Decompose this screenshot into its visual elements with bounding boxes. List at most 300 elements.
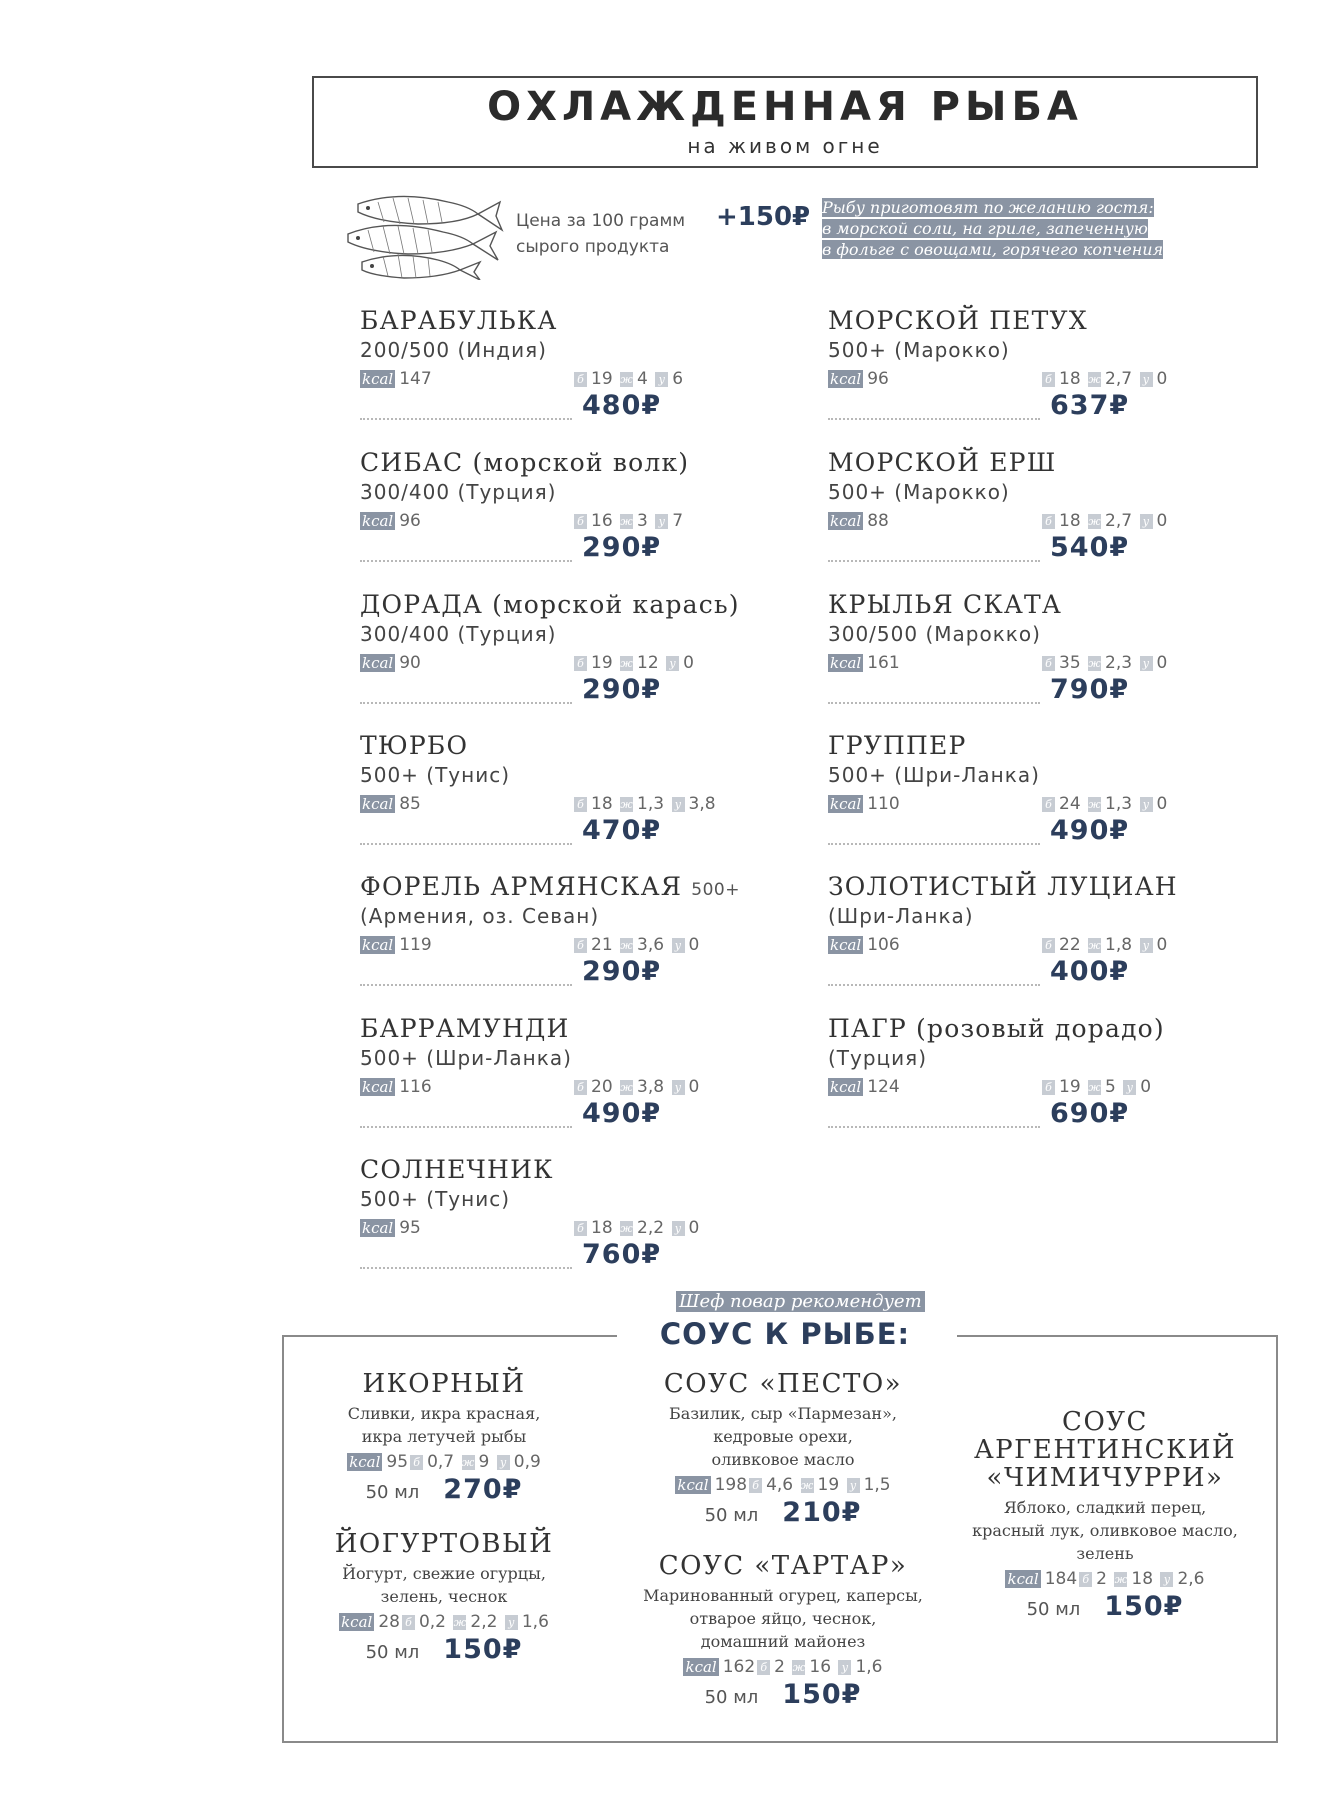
fat-tag: ж xyxy=(1114,1572,1128,1586)
fat-value: 1,3 xyxy=(1105,794,1133,814)
sauce-desc-line: домашний майонез xyxy=(700,1632,866,1651)
item-name xyxy=(360,1014,569,1043)
menu-item xyxy=(360,731,730,861)
item-kcal xyxy=(828,794,900,814)
sauce-item xyxy=(294,1370,594,1505)
carbs-value: 0 xyxy=(1156,935,1168,955)
sauce-macros xyxy=(633,1657,933,1677)
item-kcal xyxy=(828,511,889,531)
sauce-footer xyxy=(955,1591,1255,1622)
fat-value: 12 xyxy=(637,653,659,673)
item-kcal xyxy=(360,653,421,673)
carbs-value: 0 xyxy=(1156,794,1168,814)
item-price: 290₽ xyxy=(582,532,662,563)
dotted-leader xyxy=(828,560,1040,562)
fat-tag: ж xyxy=(1088,656,1101,670)
kcal-tag: kcal xyxy=(830,654,862,672)
carbs-tag: у xyxy=(1140,514,1153,529)
item-origin: 500+ (Тунис) xyxy=(360,1187,511,1211)
sauce-name xyxy=(955,1408,1255,1492)
protein-tag: б xyxy=(1042,372,1055,387)
protein-value: 0,2 xyxy=(418,1612,446,1632)
item-name xyxy=(360,590,740,619)
protein-tag: б xyxy=(1079,1572,1092,1587)
protein-value: 2 xyxy=(1096,1569,1107,1589)
sauce-item xyxy=(294,1530,594,1665)
fat-value: 3 xyxy=(637,511,648,531)
fat-value: 2,7 xyxy=(1105,369,1133,389)
sauce-desc-line: Базилик, сыр «Пармезан», xyxy=(669,1404,897,1423)
chef-recommends-badge: Шеф повар рекомендует xyxy=(676,1291,925,1312)
carbs-tag: у xyxy=(655,514,668,529)
item-price: 400₽ xyxy=(1050,956,1130,987)
fat-tag: ж xyxy=(453,1615,467,1629)
sauce-macros xyxy=(955,1569,1255,1589)
menu-item xyxy=(828,448,1198,578)
sauce-footer xyxy=(633,1679,933,1710)
kcal-value: 198 xyxy=(714,1475,748,1495)
item-title: ФОРЕЛЬ АРМЯНСКАЯ xyxy=(360,872,683,901)
carbs-value: 1,5 xyxy=(863,1475,891,1495)
fat-value: 1,8 xyxy=(1105,935,1133,955)
sauce-description xyxy=(955,1496,1255,1565)
dotted-leader xyxy=(828,1126,1040,1128)
item-title: МОРСКОЙ ПЕТУХ xyxy=(828,306,1088,335)
carbs-tag: у xyxy=(1140,656,1153,671)
carbs-tag: у xyxy=(672,797,685,812)
sauce-desc-line: зелень xyxy=(1076,1544,1134,1563)
kcal-value: 184 xyxy=(1044,1569,1078,1589)
kcal-value: 106 xyxy=(867,935,900,955)
sauce-footer xyxy=(294,1634,594,1665)
menu-item xyxy=(828,590,1198,720)
item-origin: 500+ (Шри-Ланка) xyxy=(828,763,1040,787)
sauce-name-line: ИКОРНЫЙ xyxy=(362,1369,526,1399)
carbs-value: 0 xyxy=(688,1077,700,1097)
menu-item xyxy=(828,872,1198,1002)
protein-value: 35 xyxy=(1059,653,1081,673)
carbs-value: 2,6 xyxy=(1177,1569,1205,1589)
protein-value: 18 xyxy=(591,794,613,814)
sauce-item xyxy=(633,1552,933,1710)
kcal-value: 116 xyxy=(399,1077,432,1097)
item-origin: 500+ (Марокко) xyxy=(828,338,1010,362)
item-name xyxy=(828,306,1088,335)
fat-tag: ж xyxy=(1088,514,1101,528)
kcal-tag: kcal xyxy=(830,512,862,530)
item-origin: 300/400 (Турция) xyxy=(360,622,557,646)
fat-tag: ж xyxy=(620,1080,633,1094)
item-name xyxy=(360,872,740,901)
carbs-value: 7 xyxy=(672,511,684,531)
fat-tag: ж xyxy=(620,1221,633,1235)
fat-value: 16 xyxy=(809,1657,832,1677)
menu-item xyxy=(360,306,730,436)
item-weight: 500+ xyxy=(691,880,740,900)
fat-tag: ж xyxy=(461,1455,475,1469)
item-origin: 300/500 (Марокко) xyxy=(828,622,1041,646)
sauce-macros xyxy=(633,1475,933,1495)
intro-price: +150₽ xyxy=(716,202,811,232)
item-price: 290₽ xyxy=(582,674,662,705)
item-kcal xyxy=(360,369,432,389)
fish-illustration-icon xyxy=(338,190,508,280)
item-price: 690₽ xyxy=(1050,1098,1130,1129)
sauce-description xyxy=(633,1584,933,1653)
kcal-value: 95 xyxy=(399,1218,421,1238)
kcal-value: 90 xyxy=(399,653,421,673)
carbs-value: 0 xyxy=(688,935,700,955)
kcal-tag: kcal xyxy=(830,370,862,388)
carbs-value: 6 xyxy=(672,369,684,389)
item-name xyxy=(828,872,1178,901)
sauce-name xyxy=(294,1370,594,1398)
price-per-100g-text xyxy=(516,208,685,260)
protein-value: 19 xyxy=(1059,1077,1081,1097)
page-subtitle: на живом огне xyxy=(687,134,883,158)
item-title: БАРРАМУНДИ xyxy=(360,1014,570,1043)
item-name xyxy=(360,448,689,477)
item-kcal xyxy=(360,1218,421,1238)
item-title: ДОРАДА (морской карась) xyxy=(360,590,740,619)
fat-tag: ж xyxy=(620,514,633,528)
carbs-value: 0 xyxy=(1156,369,1168,389)
item-price: 490₽ xyxy=(1050,815,1130,846)
carbs-tag: у xyxy=(666,656,679,671)
protein-value: 18 xyxy=(1059,511,1081,531)
carbs-value: 0,9 xyxy=(513,1452,541,1472)
protein-tag: б xyxy=(574,514,587,529)
protein-value: 2 xyxy=(774,1657,785,1677)
carbs-value: 0 xyxy=(1140,1077,1152,1097)
protein-tag: б xyxy=(574,372,587,387)
cooking-note xyxy=(822,197,1163,260)
sauce-macros xyxy=(294,1452,594,1472)
protein-value: 18 xyxy=(591,1218,613,1238)
sauce-price: 150₽ xyxy=(1104,1591,1184,1622)
protein-value: 24 xyxy=(1059,794,1081,814)
protein-tag: б xyxy=(574,797,587,812)
sauce-name xyxy=(294,1530,594,1558)
protein-value: 16 xyxy=(591,511,613,531)
dotted-leader xyxy=(828,843,1040,845)
item-title: БАРАБУЛЬКА xyxy=(360,306,558,335)
kcal-value: 96 xyxy=(867,369,889,389)
protein-value: 22 xyxy=(1059,935,1081,955)
note-line-3: в фольге с овощами, горячего копчения xyxy=(822,240,1164,259)
protein-tag: б xyxy=(1042,797,1055,812)
sauce-macros xyxy=(294,1612,594,1632)
sauce-volume: 50 мл xyxy=(1026,1599,1081,1620)
dotted-leader xyxy=(360,560,572,562)
protein-tag: б xyxy=(757,1660,770,1675)
sauce-name-line: СОУС «ПЕСТО» xyxy=(663,1369,903,1399)
fat-tag: ж xyxy=(620,797,633,811)
kcal-value: 161 xyxy=(867,653,900,673)
carbs-tag: у xyxy=(505,1615,518,1630)
sauce-volume: 50 мл xyxy=(365,1642,420,1663)
item-title: СОЛНЕЧНИК xyxy=(360,1155,554,1184)
fat-tag: ж xyxy=(620,656,633,670)
item-kcal xyxy=(828,653,900,673)
menu-item xyxy=(360,872,740,1002)
item-macros xyxy=(572,1077,699,1097)
sauce-volume: 50 мл xyxy=(704,1687,759,1708)
item-kcal xyxy=(828,1077,900,1097)
sauce-price: 150₽ xyxy=(782,1679,862,1710)
carbs-tag: у xyxy=(1140,938,1153,953)
sauce-description xyxy=(294,1562,594,1608)
note-line-2: в морской соли, на гриле, запеченную xyxy=(822,219,1148,238)
sauce-price: 210₽ xyxy=(782,1497,862,1528)
protein-tag: б xyxy=(574,1221,587,1236)
fat-value: 4 xyxy=(637,369,648,389)
item-kcal xyxy=(360,511,421,531)
kcal-tag: kcal xyxy=(362,512,394,530)
sauce-name-line: АРГЕНТИНСКИЙ xyxy=(973,1435,1237,1465)
carbs-value: 0 xyxy=(1156,511,1168,531)
intro-line-2: сырого продукта xyxy=(516,237,670,257)
sauce-desc-line: Йогурт, свежие огурцы, xyxy=(342,1564,546,1583)
kcal-value: 28 xyxy=(378,1612,400,1632)
kcal-value: 147 xyxy=(399,369,432,389)
fat-tag: ж xyxy=(1088,938,1101,952)
sauce-footer xyxy=(294,1474,594,1505)
sauce-description xyxy=(294,1402,594,1448)
carbs-tag: у xyxy=(1160,1572,1173,1587)
fat-value: 3,6 xyxy=(637,935,665,955)
item-macros xyxy=(572,1218,699,1238)
kcal-tag: kcal xyxy=(349,1453,381,1471)
kcal-tag: kcal xyxy=(362,936,394,954)
item-kcal xyxy=(360,935,432,955)
sauce-name-line: ЙОГУРТОВЫЙ xyxy=(334,1529,554,1559)
kcal-tag: kcal xyxy=(362,1078,394,1096)
fat-value: 3,8 xyxy=(637,1077,665,1097)
item-origin: 300/400 (Турция) xyxy=(360,480,557,504)
item-name xyxy=(828,590,1062,619)
protein-tag: б xyxy=(574,1080,587,1095)
item-price: 760₽ xyxy=(582,1239,662,1270)
carbs-tag: у xyxy=(672,938,685,953)
fat-value: 2,3 xyxy=(1105,653,1133,673)
item-price: 490₽ xyxy=(582,1098,662,1129)
fat-value: 1,3 xyxy=(637,794,665,814)
item-macros xyxy=(572,369,683,389)
kcal-tag: kcal xyxy=(341,1613,373,1631)
item-macros xyxy=(1040,653,1167,673)
item-origin: 500+ (Шри-Ланка) xyxy=(360,1046,572,1070)
item-title: СИБАС (морской волк) xyxy=(360,448,690,477)
fat-value: 5 xyxy=(1105,1077,1116,1097)
item-name xyxy=(828,1014,1165,1043)
protein-tag: б xyxy=(1042,656,1055,671)
dotted-leader xyxy=(360,418,572,420)
page-title: ОХЛАЖДЕННАЯ РЫБА xyxy=(487,84,1083,130)
fat-value: 2,2 xyxy=(637,1218,665,1238)
note-line-1: Рыбу приготовят по желанию гостя: xyxy=(822,198,1154,217)
sauce-footer xyxy=(633,1497,933,1528)
item-kcal xyxy=(828,935,900,955)
item-price: 290₽ xyxy=(582,956,662,987)
dotted-leader xyxy=(828,702,1040,704)
item-title: ЗОЛОТИСТЫЙ ЛУЦИАН xyxy=(828,872,1178,901)
item-origin: 200/500 (Индия) xyxy=(360,338,547,362)
protein-tag: б xyxy=(574,938,587,953)
sauce-desc-line: отварое яйцо, чеснок, xyxy=(689,1609,877,1628)
carbs-tag: у xyxy=(1140,797,1153,812)
sauce-desc-line: икра летучей рыбы xyxy=(361,1427,527,1446)
carbs-tag: у xyxy=(838,1660,851,1675)
item-kcal xyxy=(360,1077,432,1097)
fat-tag: ж xyxy=(620,372,633,386)
carbs-tag: у xyxy=(847,1478,860,1493)
kcal-value: 85 xyxy=(399,794,421,814)
item-price: 540₽ xyxy=(1050,532,1130,563)
item-title: МОРСКОЙ ЕРШ xyxy=(828,448,1057,477)
dotted-leader xyxy=(360,843,572,845)
carbs-tag: у xyxy=(672,1080,685,1095)
intro-line-1: Цена за 100 грамм xyxy=(516,211,686,231)
kcal-value: 96 xyxy=(399,511,421,531)
item-kcal xyxy=(360,794,421,814)
sauce-price: 270₽ xyxy=(443,1474,523,1505)
item-macros xyxy=(572,653,694,673)
dotted-leader xyxy=(828,418,1040,420)
item-title: КРЫЛЬЯ СКАТА xyxy=(828,590,1063,619)
sauce-desc-line: кедровые орехи, xyxy=(713,1427,853,1446)
fat-tag: ж xyxy=(792,1660,806,1674)
item-origin: 500+ (Марокко) xyxy=(828,480,1010,504)
protein-tag: б xyxy=(410,1455,423,1470)
item-title: ТЮРБО xyxy=(360,731,469,760)
kcal-value: 162 xyxy=(722,1657,756,1677)
carbs-value: 0 xyxy=(1156,653,1168,673)
kcal-value: 95 xyxy=(386,1452,409,1472)
item-title: ПАГР (розовый дорадо) xyxy=(828,1014,1165,1043)
protein-value: 4,6 xyxy=(766,1475,794,1495)
item-macros xyxy=(1040,1077,1151,1097)
carbs-tag: у xyxy=(497,1455,510,1470)
sauce-item xyxy=(955,1408,1255,1622)
fat-tag: ж xyxy=(800,1478,814,1492)
kcal-tag: kcal xyxy=(677,1476,709,1494)
kcal-tag: kcal xyxy=(830,795,862,813)
item-macros xyxy=(1040,511,1167,531)
kcal-tag: kcal xyxy=(362,654,394,672)
sauce-desc-line: красный лук, оливковое масло, xyxy=(972,1521,1238,1540)
menu-item xyxy=(828,1014,1198,1144)
item-origin: (Шри-Ланка) xyxy=(828,904,974,928)
item-price: 470₽ xyxy=(582,815,662,846)
item-macros xyxy=(1040,794,1167,814)
menu-item xyxy=(828,306,1198,436)
kcal-value: 88 xyxy=(867,511,889,531)
protein-value: 19 xyxy=(591,653,613,673)
protein-value: 19 xyxy=(591,369,613,389)
protein-tag: б xyxy=(402,1615,415,1630)
item-name xyxy=(828,448,1056,477)
protein-tag: б xyxy=(1042,514,1055,529)
sauce-desc-line: зелень, чеснок xyxy=(380,1587,508,1606)
protein-tag: б xyxy=(574,656,587,671)
fat-tag: ж xyxy=(620,938,633,952)
menu-item xyxy=(360,1155,730,1285)
fat-value: 18 xyxy=(1131,1569,1154,1589)
menu-item xyxy=(360,590,740,720)
menu-item xyxy=(828,731,1198,861)
fat-tag: ж xyxy=(1088,372,1101,386)
sauce-volume: 50 мл xyxy=(365,1482,420,1503)
menu-item xyxy=(360,448,730,578)
protein-tag: б xyxy=(1042,938,1055,953)
sauce-name-line: «ЧИМИЧУРРИ» xyxy=(986,1463,1224,1493)
protein-value: 20 xyxy=(591,1077,613,1097)
sauce-desc-line: Маринованный огурец, каперсы, xyxy=(643,1586,923,1605)
protein-tag: б xyxy=(749,1478,762,1493)
fat-value: 2,2 xyxy=(470,1612,498,1632)
dotted-leader xyxy=(360,984,572,986)
sauce-desc-line: Сливки, икра красная, xyxy=(347,1404,541,1423)
fat-tag: ж xyxy=(1088,1080,1101,1094)
dotted-leader xyxy=(828,984,1040,986)
kcal-tag: kcal xyxy=(830,1078,862,1096)
carbs-value: 0 xyxy=(683,653,694,673)
fat-tag: ж xyxy=(1088,797,1101,811)
item-macros xyxy=(572,794,716,814)
sauce-item xyxy=(633,1370,933,1528)
item-name xyxy=(360,731,468,760)
item-macros xyxy=(572,511,683,531)
item-name xyxy=(828,731,967,760)
carbs-tag: у xyxy=(655,372,668,387)
protein-value: 0,7 xyxy=(427,1452,455,1472)
item-origin: (Турция) xyxy=(828,1046,927,1070)
sauce-desc-line: Яблоко, сладкий перец, xyxy=(1003,1498,1207,1517)
kcal-tag: kcal xyxy=(685,1658,717,1676)
sauce-section-title: СОУС К РЫБЕ: xyxy=(659,1317,911,1351)
carbs-value: 0 xyxy=(688,1218,700,1238)
dotted-leader xyxy=(360,702,572,704)
kcal-tag: kcal xyxy=(362,795,394,813)
protein-value: 21 xyxy=(591,935,613,955)
item-origin: 500+ (Тунис) xyxy=(360,763,511,787)
item-title: ГРУППЕР xyxy=(828,731,967,760)
kcal-tag: kcal xyxy=(362,1219,394,1237)
carbs-tag: у xyxy=(1140,372,1153,387)
fat-value: 19 xyxy=(817,1475,840,1495)
sauce-price: 150₽ xyxy=(443,1634,523,1665)
sauce-name-line: СОУС «ТАРТАР» xyxy=(658,1551,908,1581)
item-origin: (Армения, оз. Севан) xyxy=(360,904,600,928)
sauce-name xyxy=(633,1370,933,1398)
protein-tag: б xyxy=(1042,1080,1055,1095)
kcal-tag: kcal xyxy=(1007,1570,1039,1588)
item-price: 480₽ xyxy=(582,390,662,421)
item-price: 790₽ xyxy=(1050,674,1130,705)
sauce-volume: 50 мл xyxy=(704,1505,759,1526)
menu-item xyxy=(360,1014,730,1144)
carbs-tag: у xyxy=(1123,1080,1136,1095)
sauce-name xyxy=(633,1552,933,1580)
fat-value: 9 xyxy=(478,1452,490,1472)
kcal-value: 110 xyxy=(867,794,900,814)
carbs-value: 3,8 xyxy=(688,794,716,814)
item-kcal xyxy=(828,369,889,389)
item-macros xyxy=(572,935,699,955)
item-name xyxy=(360,1155,554,1184)
kcal-value: 119 xyxy=(399,935,432,955)
